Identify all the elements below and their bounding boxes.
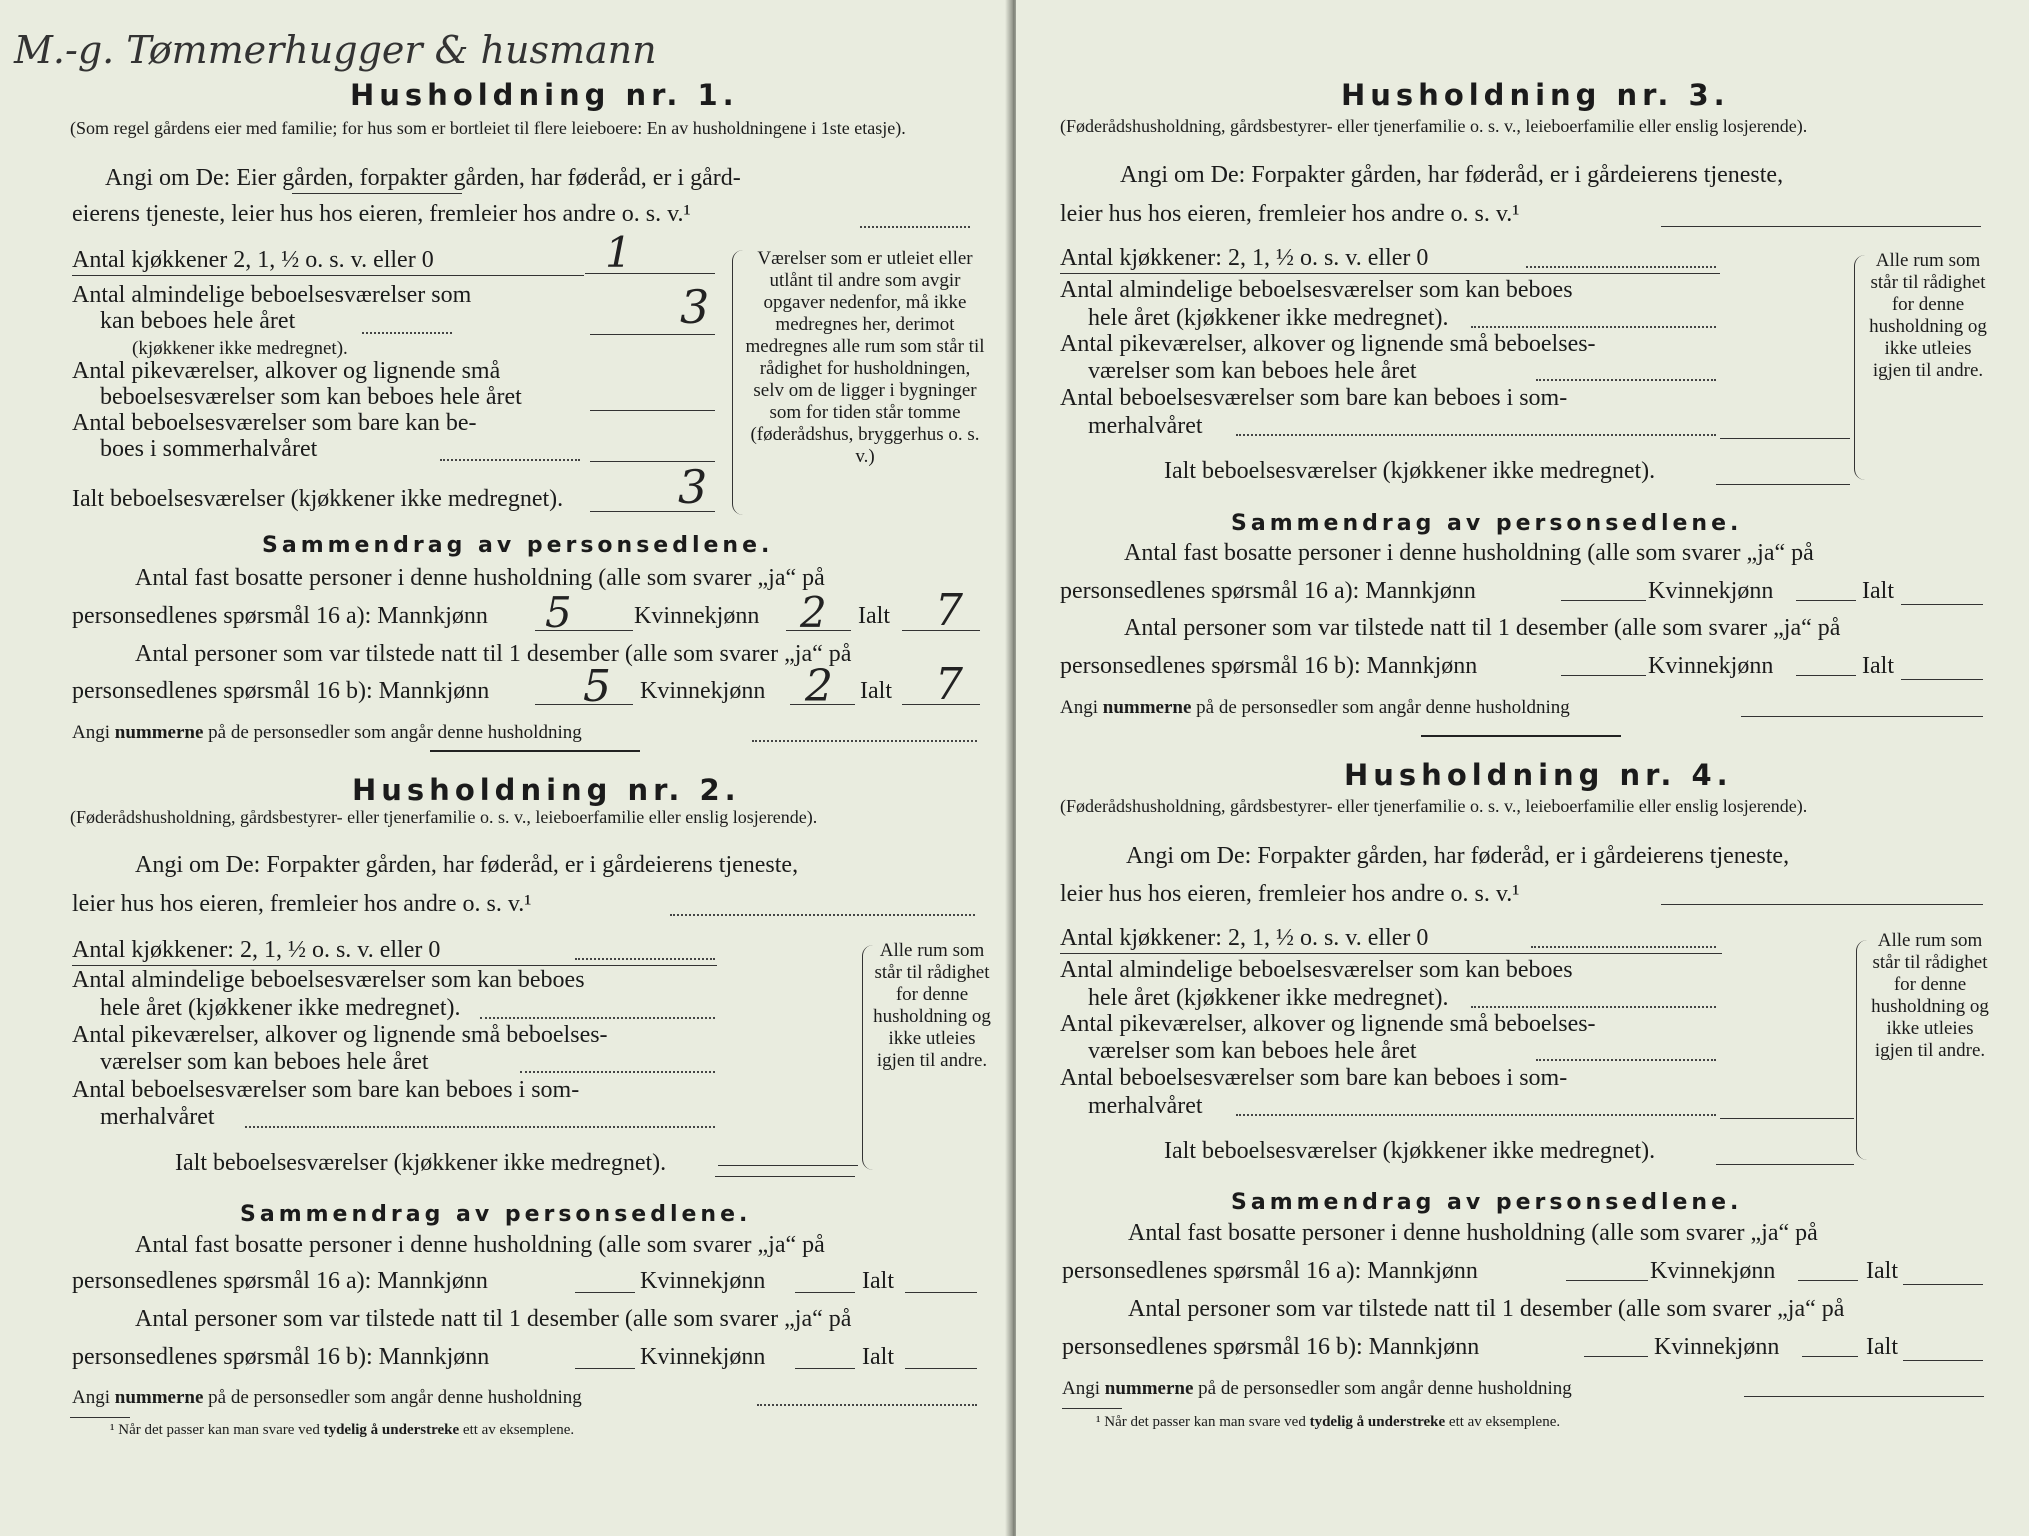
footnote-rule-right bbox=[1062, 1408, 1122, 1409]
h3-tilstede-ialt-label: Ialt bbox=[1862, 653, 1894, 679]
h3-nummerne-bold: nummerne bbox=[1102, 697, 1192, 718]
h3-side-note: Alle rum som står til rådighet for denne husholdning og ikke utleies igjen til andre. bbox=[1869, 250, 1987, 381]
h3-almindelige-label-1: Antal almindelige beboelsesværelser som kan beboes bbox=[1060, 277, 1573, 303]
h1-fast-line1: Antal fast bosatte personer i denne husholdning (alle som svarer „ja“ på bbox=[135, 565, 825, 591]
h1-sommer-label-2: boes i sommerhalvåret bbox=[100, 436, 318, 462]
household-4-angi-field[interactable] bbox=[1661, 904, 1983, 905]
h2-almindelige-dots bbox=[480, 1017, 715, 1019]
h2-almindelige-label-1: Antal almindelige beboelsesværelser som kan beboes bbox=[72, 967, 585, 993]
h2-sommer-label-1: Antal beboelsesværelser som bare kan beboes i som- bbox=[72, 1077, 580, 1103]
household-2-angi-line1: Angi om De: Forpakter gården, har føderåd, er i gårdeierens tjeneste, bbox=[135, 852, 799, 878]
h3-tilstede-line2: personsedlenes spørsmål 16 b): Mannkjønn bbox=[1060, 653, 1478, 679]
h2-nummerne-field[interactable] bbox=[757, 1404, 977, 1406]
h1-pike-label-2: beboelsesværelser som kan beboes hele året bbox=[100, 384, 522, 410]
h1-ialt-value: 3 bbox=[678, 460, 708, 514]
h4-pike-label-2: værelser som kan beboes hele året bbox=[1088, 1038, 1417, 1064]
h4-ialt-label: Ialt beboelsesværelser (kjøkkener ikke medregnet). bbox=[1164, 1138, 1656, 1164]
footnote-left-suffix: ett av eksemplene. bbox=[462, 1422, 575, 1438]
h1-almindelige-label-3: (kjøkkener ikke medregnet). bbox=[132, 338, 348, 359]
h1-fast-ialt-label: Ialt bbox=[858, 603, 890, 629]
h4-pike-dots bbox=[1536, 1059, 1716, 1061]
h2-sommer-dots bbox=[245, 1126, 715, 1128]
household-3-note: (Føderådshusholdning, gårdsbestyrer- eller tjenerfamilie o. s. v., leieboerfamilie eller enslig losjerende). bbox=[1060, 116, 1808, 136]
h2-fast-kvinne-field[interactable] bbox=[795, 1292, 855, 1293]
h4-fast-kvinne-field[interactable] bbox=[1798, 1280, 1858, 1281]
h4-sommer-label-1: Antal beboelsesværelser som bare kan beboes i som- bbox=[1060, 1065, 1568, 1091]
h2-nummerne-suffix: på de personsedler som angår denne husholdning bbox=[208, 1387, 582, 1408]
h3-fast-line2: personsedlenes spørsmål 16 a): Mannkjønn bbox=[1060, 578, 1476, 604]
h2-nummerne-prefix: Angi bbox=[72, 1387, 110, 1408]
h3-fast-line1: Antal fast bosatte personer i denne husholdning (alle som svarer „ja“ på bbox=[1124, 540, 1814, 566]
household-2-angi-field[interactable] bbox=[670, 914, 975, 916]
h4-tilstede-ialt-field[interactable] bbox=[1903, 1360, 1983, 1361]
h4-kitchens-rule bbox=[1060, 953, 1722, 954]
h3-separator bbox=[1421, 735, 1621, 737]
h2-summary-title: Sammendrag av personsedlene. bbox=[240, 1202, 752, 1227]
h3-tilstede-kvinne-label: Kvinnekjønn bbox=[1648, 653, 1774, 679]
h3-nummerne-suffix: på de personsedler som angår denne husholdning bbox=[1196, 697, 1570, 718]
h4-fast-line1: Antal fast bosatte personer i denne husholdning (alle som svarer „ja“ på bbox=[1128, 1220, 1818, 1246]
h2-tilstede-ialt-label: Ialt bbox=[862, 1344, 894, 1370]
h1-side-note: Værelser som er utleiet eller utlånt til andre som avgir opgaver nedenfor, må ikke medregnes her, derimot medregnes alle rum som står til rådighet for husholdningen, selv om de ligger i bygninger som for tiden står tomme (føderådshus, bryggerhus o. s. v.) bbox=[745, 248, 985, 467]
household-4-title: Husholdning nr. 4. bbox=[1344, 758, 1733, 792]
household-3-angi-line1: Angi om De: Forpakter gården, har føderåd, er i gårdeierens tjeneste, bbox=[1120, 162, 1784, 188]
h1-fast-mann-value: 5 bbox=[545, 588, 572, 637]
footnote-rule-left bbox=[70, 1417, 130, 1418]
h3-kitchens-dots bbox=[1526, 266, 1716, 268]
h4-tilstede-ialt-label: Ialt bbox=[1866, 1334, 1898, 1360]
h1-tilstede-line1: Antal personer som var tilstede natt til 1 desember (alle som svarer „ja“ på bbox=[135, 641, 852, 667]
h3-pike-label-2: værelser som kan beboes hele året bbox=[1088, 358, 1417, 384]
h2-tilstede-kvinne-label: Kvinnekjønn bbox=[640, 1344, 766, 1370]
h2-almindelige-label-2: hele året (kjøkkener ikke medregnet). bbox=[100, 995, 461, 1021]
h2-tilstede-line1: Antal personer som var tilstede natt til 1 desember (alle som svarer „ja“ på bbox=[135, 1306, 852, 1332]
footnote-left-prefix: ¹ Når det passer kan man svare ved bbox=[110, 1422, 320, 1438]
h2-fast-mann-field[interactable] bbox=[575, 1292, 635, 1293]
h4-sommer-field[interactable] bbox=[1720, 1118, 1854, 1119]
h1-kitchens-rule bbox=[72, 275, 584, 276]
h1-pike-label-1: Antal pikeværelser, alkover og lignende små bbox=[72, 358, 501, 384]
h4-fast-kvinne-label: Kvinnekjønn bbox=[1650, 1258, 1776, 1284]
h3-fast-kvinne-field[interactable] bbox=[1796, 600, 1856, 601]
h4-nummerne-bold: nummerne bbox=[1104, 1378, 1194, 1399]
h1-tilstede-kvinne-field[interactable] bbox=[790, 704, 855, 705]
h1-fast-kvinne-field[interactable] bbox=[786, 630, 851, 631]
h4-pike-label-1: Antal pikeværelser, alkover og lignende små beboelses- bbox=[1060, 1011, 1596, 1037]
h4-kitchens-label: Antal kjøkkener: 2, 1, ½ o. s. v. eller 0 bbox=[1060, 925, 1429, 951]
h2-nummerne-bold: nummerne bbox=[114, 1387, 204, 1408]
h3-kitchens-label: Antal kjøkkener: 2, 1, ½ o. s. v. eller 0 bbox=[1060, 245, 1429, 271]
h1-almindelige-label-2: kan beboes hele året bbox=[100, 308, 296, 334]
household-2-note: (Føderådshusholdning, gårdsbestyrer- eller tjenerfamilie o. s. v., leieboerfamilie eller enslig losjerende). bbox=[70, 807, 818, 827]
h3-tilstede-ialt-field[interactable] bbox=[1901, 679, 1983, 680]
household-1-angi-line2: eierens tjeneste, leier hus hos eieren, fremleier hos andre o. s. v.¹ bbox=[72, 201, 691, 227]
h1-nummerne-suffix: på de personsedler som angår denne husholdning bbox=[208, 722, 582, 743]
h4-almindelige-label-1: Antal almindelige beboelsesværelser som kan beboes bbox=[1060, 957, 1573, 983]
h2-side-note: Alle rum som står til rådighet for denne husholdning og ikke utleies igjen til andre. bbox=[873, 940, 991, 1071]
footnote-right-prefix: ¹ Når det passer kan man svare ved bbox=[1096, 1414, 1306, 1430]
h3-sommer-dots bbox=[1236, 434, 1716, 436]
h4-tilstede-line1: Antal personer som var tilstede natt til 1 desember (alle som svarer „ja“ på bbox=[1128, 1296, 1845, 1322]
household-3-title: Husholdning nr. 3. bbox=[1341, 78, 1730, 112]
h1-nummerne-field[interactable] bbox=[752, 740, 977, 742]
h1-sommer-label-1: Antal beboelsesværelser som bare kan be- bbox=[72, 410, 477, 436]
h2-pike-label-2: værelser som kan beboes hele året bbox=[100, 1049, 429, 1075]
h1-tilstede-mann-value: 5 bbox=[583, 661, 611, 712]
h2-fast-kvinne-label: Kvinnekjønn bbox=[640, 1268, 766, 1294]
h3-almindelige-label-2: hele året (kjøkkener ikke medregnet). bbox=[1088, 305, 1449, 331]
household-1-angi-field[interactable] bbox=[860, 226, 970, 228]
h1-tilstede-ialt-label: Ialt bbox=[860, 678, 892, 704]
right-page bbox=[1016, 0, 2029, 1536]
household-1-note: (Som regel gårdens eier med familie; for hus som er bortleiet til flere leieboere: En av husholdningene i 1ste etasje). bbox=[70, 118, 906, 138]
h4-sommer-dots bbox=[1236, 1114, 1716, 1116]
h2-fast-line2: personsedlenes spørsmål 16 a): Mannkjønn bbox=[72, 1268, 488, 1294]
h1-almindelige-dots bbox=[362, 332, 452, 334]
h3-pike-label-1: Antal pikeværelser, alkover og lignende små beboelses- bbox=[1060, 331, 1596, 357]
h3-ialt-field[interactable] bbox=[1716, 484, 1850, 485]
h4-fast-ialt-label: Ialt bbox=[1866, 1258, 1898, 1284]
h1-sommer-dots bbox=[440, 459, 580, 461]
household-3-angi-field[interactable] bbox=[1661, 226, 1981, 227]
h1-pike-field[interactable] bbox=[590, 410, 715, 411]
h3-sommer-label-2: merhalvåret bbox=[1088, 413, 1203, 439]
h4-kitchens-dots bbox=[1531, 946, 1716, 948]
h1-tilstede-kvinne-label: Kvinnekjønn bbox=[640, 678, 766, 704]
h2-fast-line1: Antal fast bosatte personer i denne husholdning (alle som svarer „ja“ på bbox=[135, 1232, 825, 1258]
household-1-angi-line1: Angi om De: Eier gården, forpakter gården, har føderåd, er i gård- bbox=[105, 165, 741, 191]
h1-tilstede-ialt-field[interactable] bbox=[902, 704, 980, 705]
h1-nummerne-bold: nummerne bbox=[114, 722, 204, 743]
h4-tilstede-kvinne-label: Kvinnekjønn bbox=[1654, 1334, 1780, 1360]
h1-fast-mann-field[interactable] bbox=[535, 630, 633, 631]
h1-almindelige-value: 3 bbox=[680, 280, 710, 334]
h4-fast-mann-field[interactable] bbox=[1566, 1280, 1648, 1281]
h4-side-note: Alle rum som står til rådighet for denne husholdning og ikke utleies igjen til andre. bbox=[1871, 930, 1989, 1061]
h1-tilstede-mann-field[interactable] bbox=[535, 704, 633, 705]
eier-underline bbox=[292, 193, 462, 194]
h2-sommer-label-2: merhalvåret bbox=[100, 1104, 215, 1130]
h4-ialt-field[interactable] bbox=[1716, 1164, 1854, 1165]
h4-tilstede-line2: personsedlenes spørsmål 16 b): Mannkjønn bbox=[1062, 1334, 1480, 1360]
h3-nummerne-prefix: Angi bbox=[1060, 697, 1098, 718]
household-1-title: Husholdning nr. 1. bbox=[350, 78, 739, 112]
h2-fast-ialt-label: Ialt bbox=[862, 1268, 894, 1294]
h4-tilstede-mann-field[interactable] bbox=[1584, 1356, 1648, 1357]
h3-fast-kvinne-label: Kvinnekjønn bbox=[1648, 578, 1774, 604]
household-2-angi-line2: leier hus hos eieren, fremleier hos andre o. s. v.¹ bbox=[72, 891, 532, 917]
h2-tilstede-mann-field[interactable] bbox=[575, 1368, 635, 1369]
h4-sommer-label-2: merhalvåret bbox=[1088, 1093, 1203, 1119]
h4-summary-title: Sammendrag av personsedlene. bbox=[1231, 1190, 1743, 1215]
h3-kitchens-rule bbox=[1060, 273, 1720, 274]
h3-almindelige-dots bbox=[1471, 326, 1716, 328]
h2-kitchens-dots bbox=[575, 958, 715, 960]
h3-tilstede-mann-field[interactable] bbox=[1561, 675, 1646, 676]
h2-tilstede-line2: personsedlenes spørsmål 16 b): Mannkjønn bbox=[72, 1344, 490, 1370]
h1-kitchens-label: Antal kjøkkener 2, 1, ½ o. s. v. eller 0 bbox=[72, 247, 434, 273]
h1-separator bbox=[430, 750, 640, 752]
h2-fast-ialt-field[interactable] bbox=[905, 1292, 977, 1293]
h3-sommer-label-1: Antal beboelsesværelser som bare kan beboes i som- bbox=[1060, 385, 1568, 411]
h1-almindelige-field[interactable] bbox=[590, 334, 715, 335]
footnote-left-bold: tydelig å understreke bbox=[323, 1422, 460, 1438]
h3-summary-title: Sammendrag av personsedlene. bbox=[1231, 511, 1743, 536]
h2-sommer-field[interactable] bbox=[718, 1165, 858, 1166]
h1-almindelige-label-1: Antal almindelige beboelsesværelser som bbox=[72, 282, 472, 308]
h2-kitchens-rule bbox=[72, 965, 717, 966]
h2-tilstede-ialt-field[interactable] bbox=[905, 1368, 977, 1369]
h4-nummerne-suffix: på de personsedler som angår denne husholdning bbox=[1198, 1378, 1572, 1399]
h1-nummerne-prefix: Angi bbox=[72, 722, 110, 743]
h3-ialt-label: Ialt beboelsesværelser (kjøkkener ikke medregnet). bbox=[1164, 458, 1656, 484]
h4-fast-line2: personsedlenes spørsmål 16 a): Mannkjønn bbox=[1062, 1258, 1478, 1284]
h1-fast-line2: personsedlenes spørsmål 16 a): Mannkjønn bbox=[72, 603, 488, 629]
h3-fast-mann-field[interactable] bbox=[1561, 600, 1646, 601]
h2-pike-dots bbox=[520, 1071, 715, 1073]
h2-tilstede-kvinne-field[interactable] bbox=[795, 1368, 855, 1369]
handwritten-occupation: M.-g. Tømmerhugger & husmann bbox=[14, 28, 657, 72]
household-4-angi-line1: Angi om De: Forpakter gården, har føderåd, er i gårdeierens tjeneste, bbox=[1126, 843, 1790, 869]
h2-ialt-label: Ialt beboelsesværelser (kjøkkener ikke medregnet). bbox=[175, 1150, 667, 1176]
h3-nummerne-field[interactable] bbox=[1741, 716, 1983, 717]
h1-ialt-label: Ialt beboelsesværelser (kjøkkener ikke medregnet). bbox=[72, 486, 564, 512]
h1-kitchens-value: 1 bbox=[605, 228, 632, 277]
h3-fast-ialt-label: Ialt bbox=[1862, 578, 1894, 604]
h2-kitchens-label: Antal kjøkkener: 2, 1, ½ o. s. v. eller 0 bbox=[72, 937, 441, 963]
footnote-right-bold: tydelig å understreke bbox=[1309, 1414, 1446, 1430]
h1-tilstede-line2: personsedlenes spørsmål 16 b): Mannkjønn bbox=[72, 678, 490, 704]
h1-ialt-field[interactable] bbox=[590, 511, 715, 512]
h4-tilstede-kvinne-field[interactable] bbox=[1802, 1356, 1858, 1357]
h1-tilstede-kvinne-value: 2 bbox=[805, 661, 833, 712]
household-2-title: Husholdning nr. 2. bbox=[352, 773, 741, 807]
h4-fast-ialt-field[interactable] bbox=[1903, 1284, 1983, 1285]
h4-almindelige-dots bbox=[1471, 1006, 1716, 1008]
h4-almindelige-label-2: hele året (kjøkkener ikke medregnet). bbox=[1088, 985, 1449, 1011]
h3-pike-dots bbox=[1536, 379, 1716, 381]
h3-tilstede-line1: Antal personer som var tilstede natt til 1 desember (alle som svarer „ja“ på bbox=[1124, 615, 1841, 641]
h1-brace bbox=[732, 250, 743, 515]
household-4-note: (Føderådshusholdning, gårdsbestyrer- eller tjenerfamilie o. s. v., leieboerfamilie eller enslig losjerende). bbox=[1060, 796, 1808, 816]
h1-fast-ialt-value: 7 bbox=[935, 585, 963, 636]
h1-fast-kvinne-label: Kvinnekjønn bbox=[634, 603, 760, 629]
h3-tilstede-kvinne-field[interactable] bbox=[1796, 675, 1856, 676]
h4-nummerne-prefix: Angi bbox=[1062, 1378, 1100, 1399]
h2-pike-label-1: Antal pikeværelser, alkover og lignende små beboelses- bbox=[72, 1022, 608, 1048]
household-4-angi-line2: leier hus hos eieren, fremleier hos andre o. s. v.¹ bbox=[1060, 881, 1520, 907]
h3-fast-ialt-field[interactable] bbox=[1901, 604, 1983, 605]
h2-ialt-field[interactable] bbox=[715, 1176, 855, 1177]
h1-fast-kvinne-value: 2 bbox=[800, 588, 827, 637]
left-page bbox=[0, 0, 1010, 1536]
household-3-angi-line2: leier hus hos eieren, fremleier hos andre o. s. v.¹ bbox=[1060, 201, 1520, 227]
h4-nummerne-field[interactable] bbox=[1744, 1396, 1984, 1397]
h3-sommer-field[interactable] bbox=[1720, 438, 1850, 439]
h1-summary-title: Sammendrag av personsedlene. bbox=[262, 533, 774, 558]
h1-fast-ialt-field[interactable] bbox=[902, 630, 980, 631]
h1-tilstede-ialt-value: 7 bbox=[935, 659, 963, 710]
h1-kitchens-field[interactable] bbox=[585, 273, 715, 274]
footnote-right-suffix: ett av eksemplene. bbox=[1448, 1414, 1561, 1430]
